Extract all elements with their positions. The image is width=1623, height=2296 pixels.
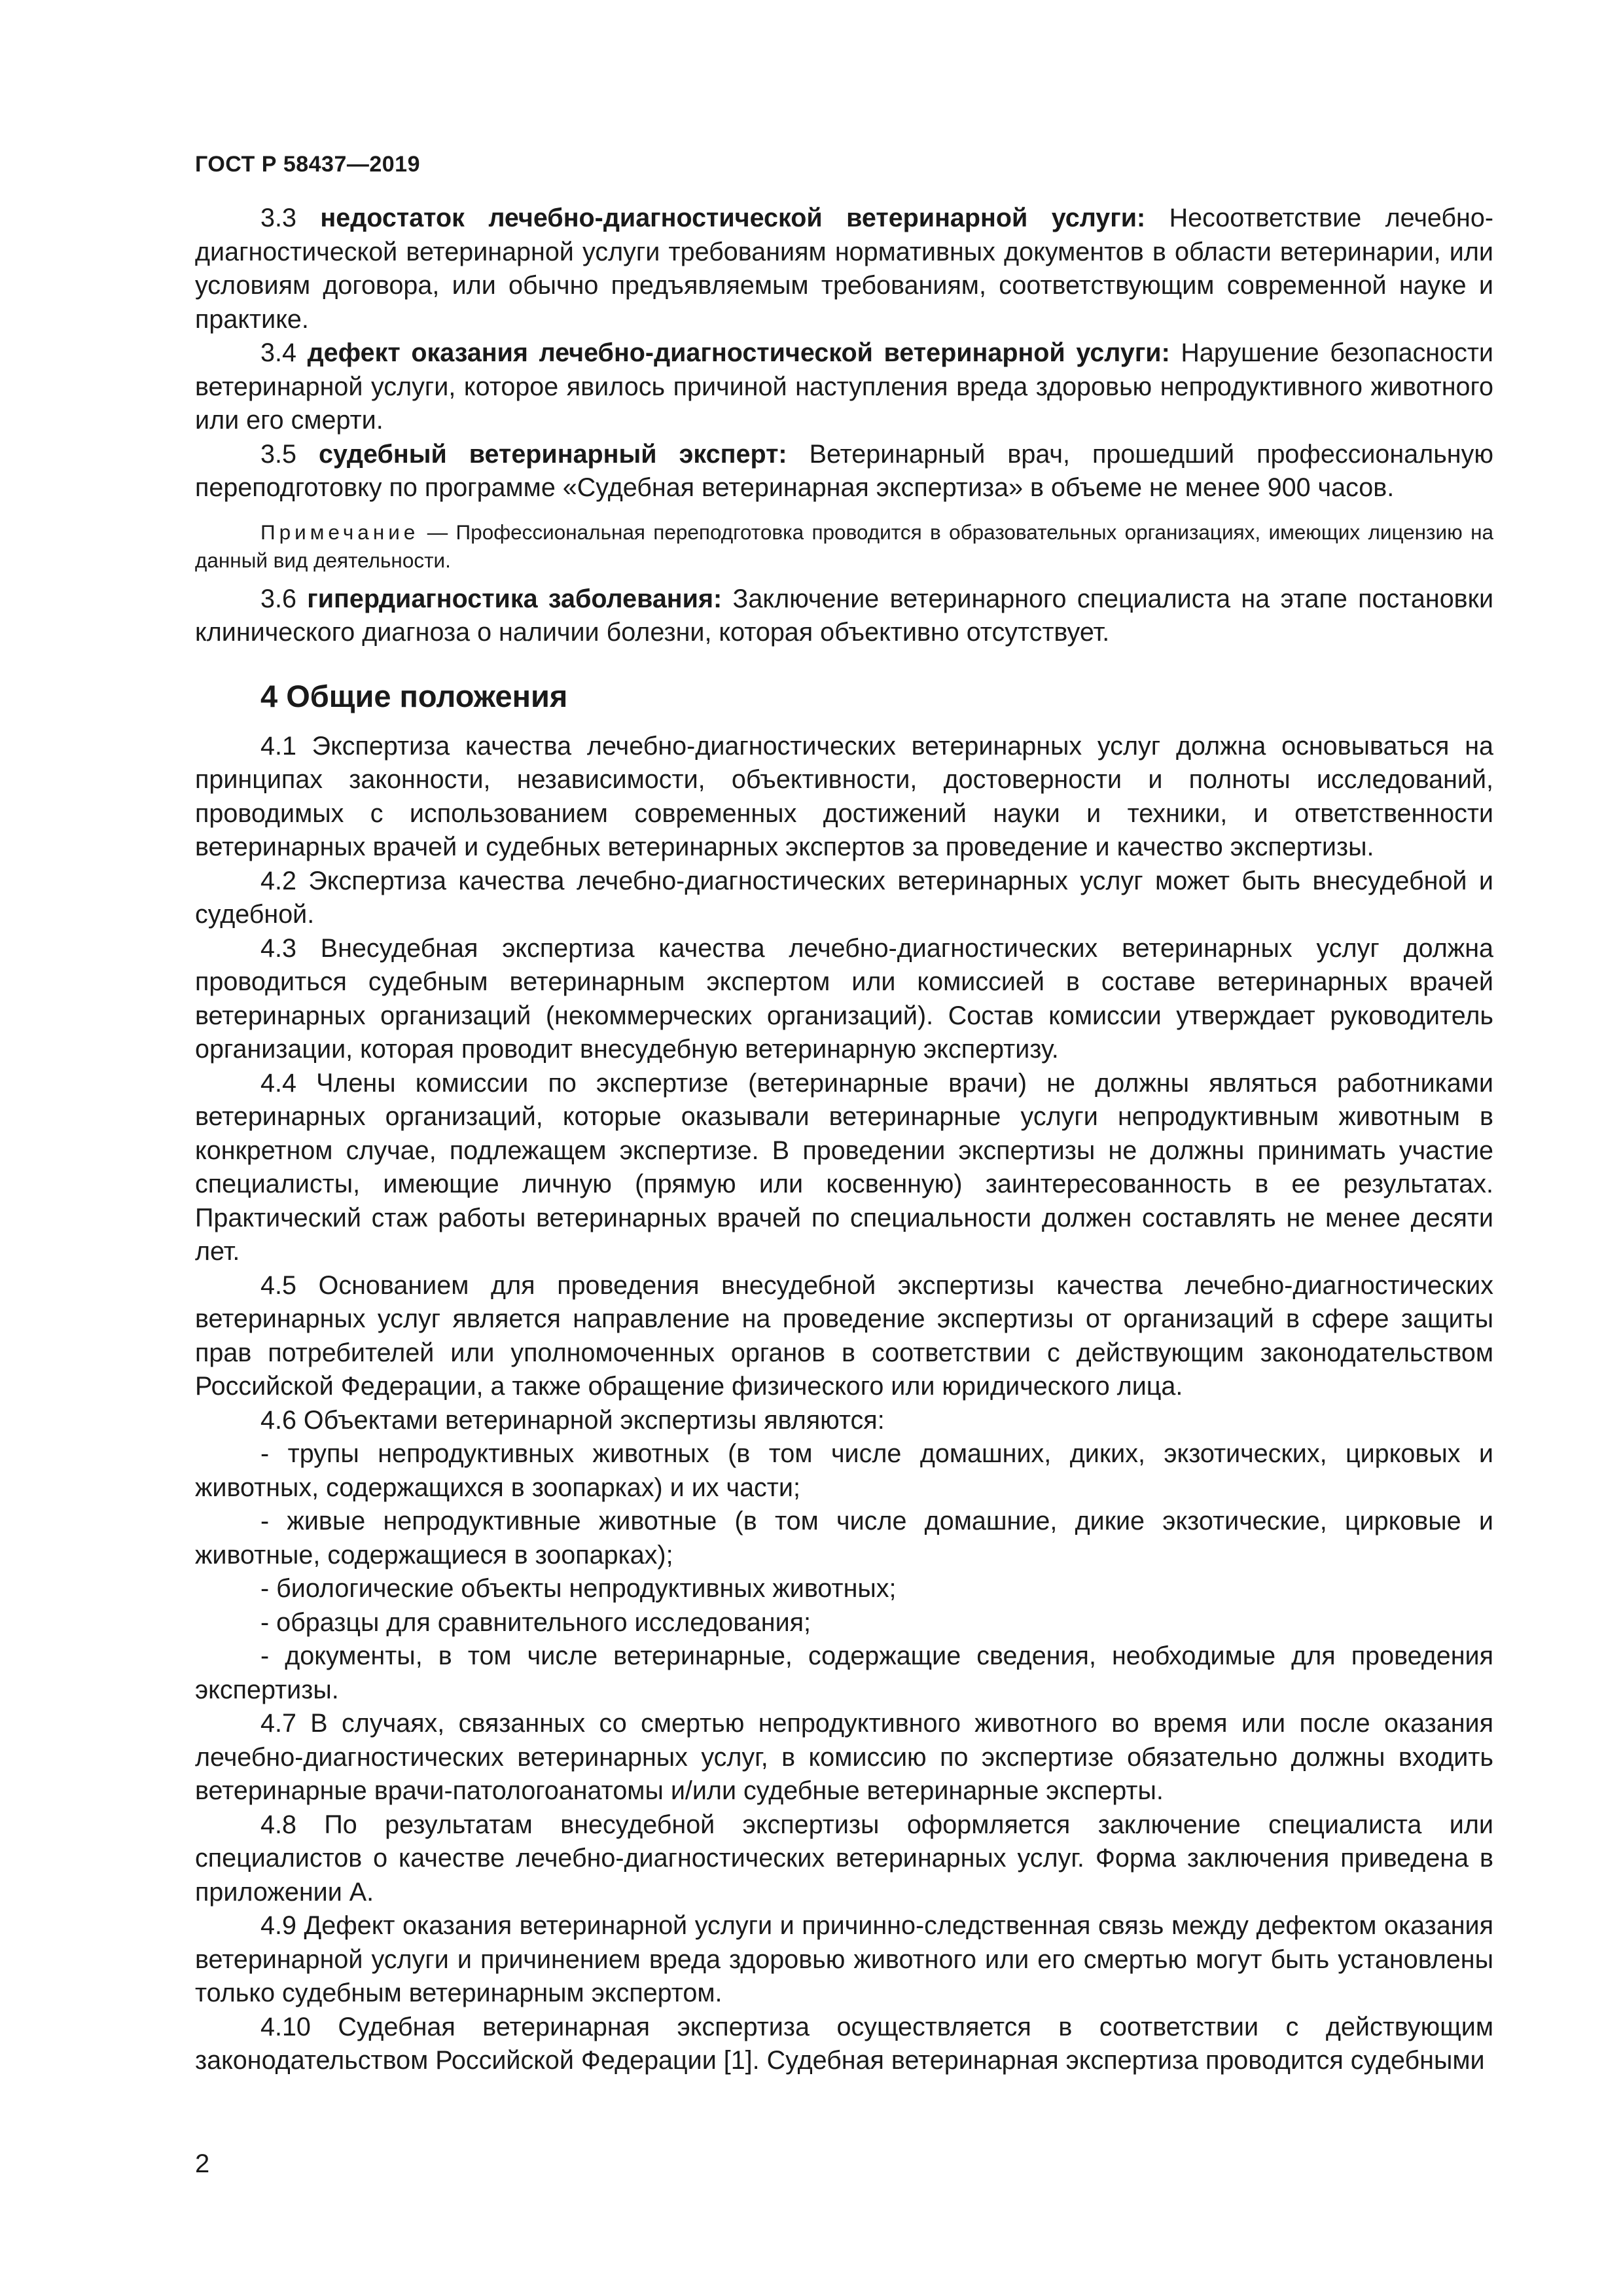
note-text: — Профессиональная переподготовка проводится в образовательных организациях, имеющих лицензию на данный вид деятельности. (195, 520, 1493, 572)
definition-text: Несоответствие лечебно-диагностической ветеринарной услуги требованиям нормативных документов в области ветеринарии, или условиям договора, или обычно предъявляемым требованиям, соответствующим современной науке и практике. (195, 204, 1493, 334)
page-number: 2 (195, 2149, 210, 2178)
list-item: - документы, в том числе ветеринарные, содержащие сведения, необходимые для проведения экспертизы. (195, 1641, 1493, 1704)
definition-3-3 (195, 202, 1493, 336)
paragraph-4-5: 4.5 Основанием для проведения внесудебной экспертизы качества лечебно-диагностических ветеринарных услуг является направление на проведение экспертизы от организаций в сфере защиты прав потребителей или уполномоченных органов в соответствии с действующим законодательством Российской Федерации, а также обращение физического или юридического лица. (195, 1270, 1493, 1401)
definition-term: судебный ветеринарный эксперт: (318, 439, 787, 469)
document-body (195, 202, 1493, 2078)
definition-term: недостаток лечебно-диагностической ветеринарной услуги: (320, 204, 1146, 232)
definition-3-4 (195, 336, 1493, 438)
definition-text: Нарушение безопасности ветеринарной услуги, которое явилось причиной наступления вреда здоровью непродуктивного животного или его смерти. (195, 338, 1493, 435)
paragraph-4-6: 4.6 Объектами ветеринарной экспертизы являются: (260, 1405, 885, 1435)
definition-number: 3.4 (260, 338, 296, 367)
paragraph-4-8: 4.8 По результатам внесудебной экспертизы оформляется заключение специалиста или специалистов о качестве лечебно-диагностических ветеринарных услуг. Форма заключения приведена в приложении А. (195, 1810, 1493, 1907)
definition-number: 3.6 (260, 584, 296, 613)
section-heading: 4 Общие положения (260, 678, 568, 713)
definition-number: 3.3 (260, 204, 296, 232)
definition-text: Заключение ветеринарного специалиста на этапе постановки клинического диагноза о наличии болезни, которая объективно отсутствует. (195, 584, 1494, 647)
paragraph-4-4: 4.4 Члены комиссии по экспертизе (ветеринарные врачи) не должны являться работниками ветеринарных организаций, которые оказывали ветеринарные услуги непродуктивным животным в конкретном случае, подлежащем экспертизе. В проведении экспертизы не должны принимать участие специалисты, имеющие личную (прямую или косвенную) заинтересованность в ее результатах. Практический стаж работы ветеринарных врачей по специальности должен составлять не менее десяти лет. (195, 1068, 1493, 1266)
list-item: - образцы для сравнительного исследования; (260, 1607, 811, 1637)
paragraph-4-3: 4.3 Внесудебная экспертиза качества лечебно-диагностических ветеринарных услуг должна проводиться судебным ветеринарным экспертом или комиссией в составе ветеринарных врачей ветеринарных организаций (некоммерческих организаций). Состав комиссии утверждает руководитель организации, которая проводит внесудебную ветеринарную экспертизу. (195, 933, 1493, 1064)
list-item: - трупы непродуктивных животных (в том числе домашних, диких, экзотических, цирковых и животных, содержащихся в зоопарках) и их части; (195, 1439, 1493, 1502)
definition-3-5 (195, 438, 1493, 505)
paragraph-4-10: 4.10 Судебная ветеринарная экспертиза осуществляется в соответствии с действующим законодательством Российской Федерации [1]. Судебная ветеринарная экспертиза проводится судебными (195, 2012, 1493, 2075)
definition-term: гипердиагностика заболевания: (307, 584, 722, 613)
note-label: Примечание (260, 520, 419, 544)
document-code-header: ГОСТ Р 58437—2019 (195, 152, 421, 177)
paragraph-4-1: 4.1 Экспертиза качества лечебно-диагностических ветеринарных услуг должна основываться на принципах законности, независимости, объективности, достоверности и полноты исследований, проводимых с использованием современных достижений науки и техники, и ответственности ветеринарных врачей и судебных ветеринарных экспертов за проведение и качество экспертизы. (195, 731, 1493, 861)
definition-number: 3.5 (260, 439, 296, 469)
definition-term: дефект оказания лечебно-диагностической ветеринарной услуги: (307, 338, 1170, 367)
definition-3-6 (195, 583, 1493, 650)
paragraph-4-2: 4.2 Экспертиза качества лечебно-диагностических ветеринарных услуг может быть внесудебной и судебной. (195, 866, 1493, 929)
definition-text: Ветеринарный врач, прошедший профессиональную переподготовку по программе «Судебная ветеринарная экспертиза» в объеме не менее 900 часов. (195, 439, 1493, 502)
paragraph-4-9: 4.9 Дефект оказания ветеринарной услуги и причинно-следственная связь между дефектом оказания ветеринарной услуги и причинением вреда здоровью животного или его смертью могут быть установлены только судебным ветеринарным экспертом. (195, 1911, 1493, 2007)
paragraph-4-7: 4.7 В случаях, связанных со смертью непродуктивного животного во время или после оказания лечебно-диагностических ветеринарных услуг, в комиссию по экспертизе обязательно должны входить ветеринарные врачи-патологоанатомы и/или судебные ветеринарные эксперты. (195, 1709, 1493, 1805)
note (195, 518, 1493, 575)
list-item: - живые непродуктивные животные (в том числе домашние, дикие экзотические, цирковые и животные, содержащиеся в зоопарках); (195, 1507, 1493, 1570)
list-item: - биологические объекты непродуктивных животных; (260, 1574, 897, 1603)
